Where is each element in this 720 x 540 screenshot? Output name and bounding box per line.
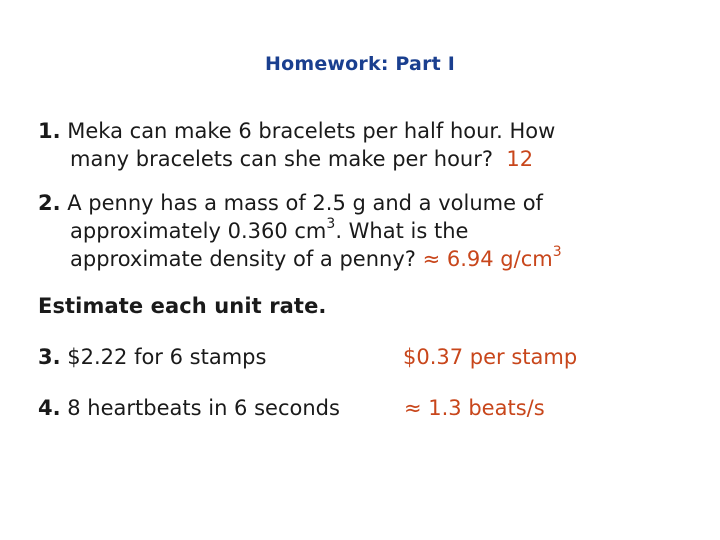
problem-1-line-2 [38,145,555,173]
problem-2-answer [422,244,562,271]
problem-3-number: 3. [38,345,61,369]
problem-2-text-line-1: A penny has a mass of 2.5 g and a volume of [60,191,543,215]
problem-2 [38,189,562,273]
problem-1-number: 1. [38,119,61,143]
problem-4-number: 4. [38,396,61,420]
problem-3-text: $2.22 for 6 stamps [60,345,267,369]
problem-2-text-line-3: approximate density of a penny? [70,247,416,271]
problem-1-text-line-1: Meka can make 6 bracelets per half hour. How [60,119,556,143]
problem-1-text-line-2: many bracelets can she make per hour? [70,147,494,171]
problem-1 [38,117,555,173]
problem-1-line-1 [38,119,555,143]
section-heading: Estimate each unit rate. [38,294,327,318]
problem-3 [38,345,266,369]
problem-4 [38,396,340,420]
problem-1-answer: 12 [506,147,534,171]
problem-4-answer: ≈ 1.3 beats/s [404,396,545,420]
problem-3-answer: $0.37 per stamp [403,345,578,369]
problem-2-line-1 [38,191,543,215]
problem-4-text: 8 heartbeats in 6 seconds [60,396,340,420]
problem-2-text-line-2-pre: approximately 0.360 cm [70,219,327,243]
problem-2-cubed-superscript: 3 [326,216,336,232]
problem-2-line-2 [38,217,562,245]
page-title: Homework: Part I [264,53,456,75]
problem-2-text-line-2-post: . What is the [335,219,469,243]
problem-2-answer-superscript: 3 [552,244,562,260]
problem-2-line-3 [38,245,562,273]
problem-2-number: 2. [38,191,61,215]
problem-2-answer-value: ≈ 6.94 g/cm [422,247,553,271]
